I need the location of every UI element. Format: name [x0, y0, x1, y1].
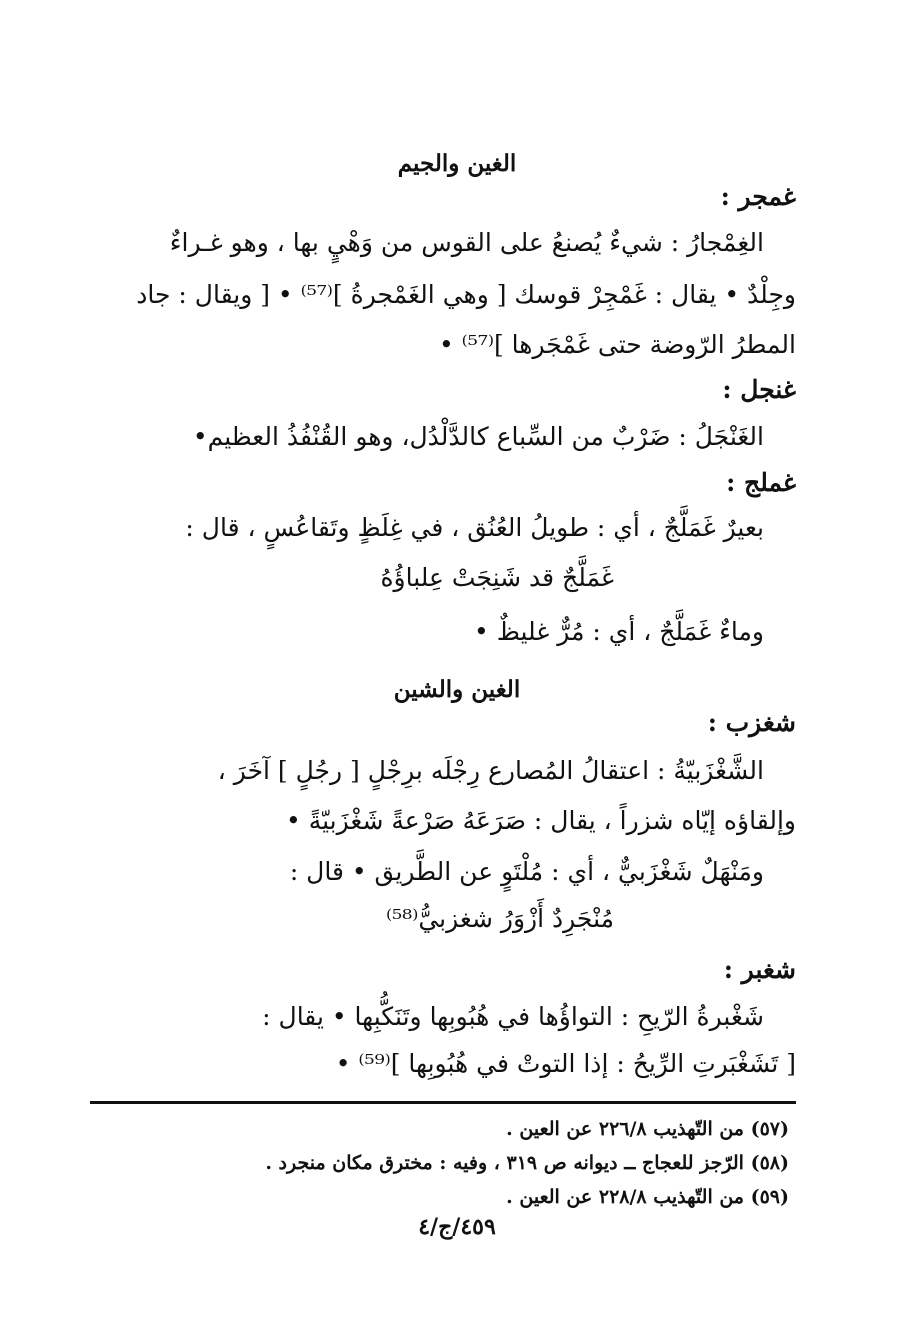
- entry-text-line: وجِلْدٌ • يقال : غَمْجِرْ قوسك [ وهي الغَمْجرةُ ]⁽⁵⁷⁾ • [ ويقال : جاد: [136, 280, 796, 309]
- entry-text-line: الشَّغْزَبيّةُ : اعتقالُ المُصارع رِجْلَه برِجْلٍ [ رجُلٍ ] آخَرَ ،: [217, 756, 764, 785]
- footnote: (٥٩) من التّهذيب ٢٢٨/٨ عن العين .: [506, 1186, 789, 1208]
- entry-text-line: الغَنْجَلُ : ضَرْبٌ من السِّباع كالدَّلْدُل، وهو القُنْفُذُ العظيم•: [192, 422, 764, 451]
- entry-headword: غملج :: [726, 468, 796, 497]
- entry-text-line: ومَنْهَلٌ شَغْزَبيٌّ ، أي : مُلْتَوٍ عن الطَّريق • قال :: [289, 857, 764, 886]
- footnote: (٥٧) من التّهذيب ٢٢٦/٨ عن العين .: [506, 1118, 789, 1140]
- entry-headword: غمجر :: [720, 182, 796, 211]
- verse-line: مُنْجَرِدٌ أَزْوَرُ شغزبيُّ⁽⁵⁸⁾: [386, 904, 614, 933]
- footnote-divider: [90, 1101, 796, 1104]
- entry-text-line: بعيرٌ غَمَلَّجٌ ، أي : طويلُ العُنُق ، في غِلَظٍ وتَقاعُسٍ ، قال :: [185, 513, 764, 542]
- entry-headword: غنجل :: [722, 375, 796, 404]
- verse-line: غَمَلَّجٌ قد شَنِجَتْ عِلباؤُهُ: [380, 563, 614, 592]
- entry-headword: شغبر :: [723, 955, 796, 984]
- section-title: الغين والشين: [393, 676, 521, 703]
- page-number: ٤٥٩/ج/٤: [418, 1214, 496, 1240]
- entry-text-line: [ تَشَغْبَرتِ الرِّيحُ : إذا التوتْ في هُبُوبِها ]⁽⁵⁹⁾ •: [335, 1049, 796, 1078]
- entry-text-line: شَغْبرةُ الرّيحِ : التواؤُها في هُبُوبِها وتَنَكُّبِها • يقال :: [262, 1002, 764, 1031]
- entry-text-line: وماءٌ غَمَلَّجٌ ، أي : مُرٌّ غليظٌ •: [474, 617, 764, 646]
- entry-headword: شغزب :: [707, 708, 796, 737]
- entry-text-line: وإلقاؤه إيّاه شزراً ، يقال : صَرَعَهُ صَرْعةً شَغْزَبيّةً •: [286, 806, 796, 835]
- entry-text-line: المطرُ الرّوضة حتى غَمْجَرها ]⁽⁵⁷⁾ •: [438, 330, 796, 359]
- section-title: الغين والجيم: [397, 150, 517, 177]
- footnote: (٥٨) الرّجز للعجاج ــ ديوانه ص ٣١٩ ، وفيه : مخترق مكان منجرد .: [265, 1152, 789, 1174]
- entry-text-line: الغِمْجارُ : شيءٌ يُصنعُ على القوس من وَهْيٍ بها ، وهو غـراءٌ: [169, 228, 764, 257]
